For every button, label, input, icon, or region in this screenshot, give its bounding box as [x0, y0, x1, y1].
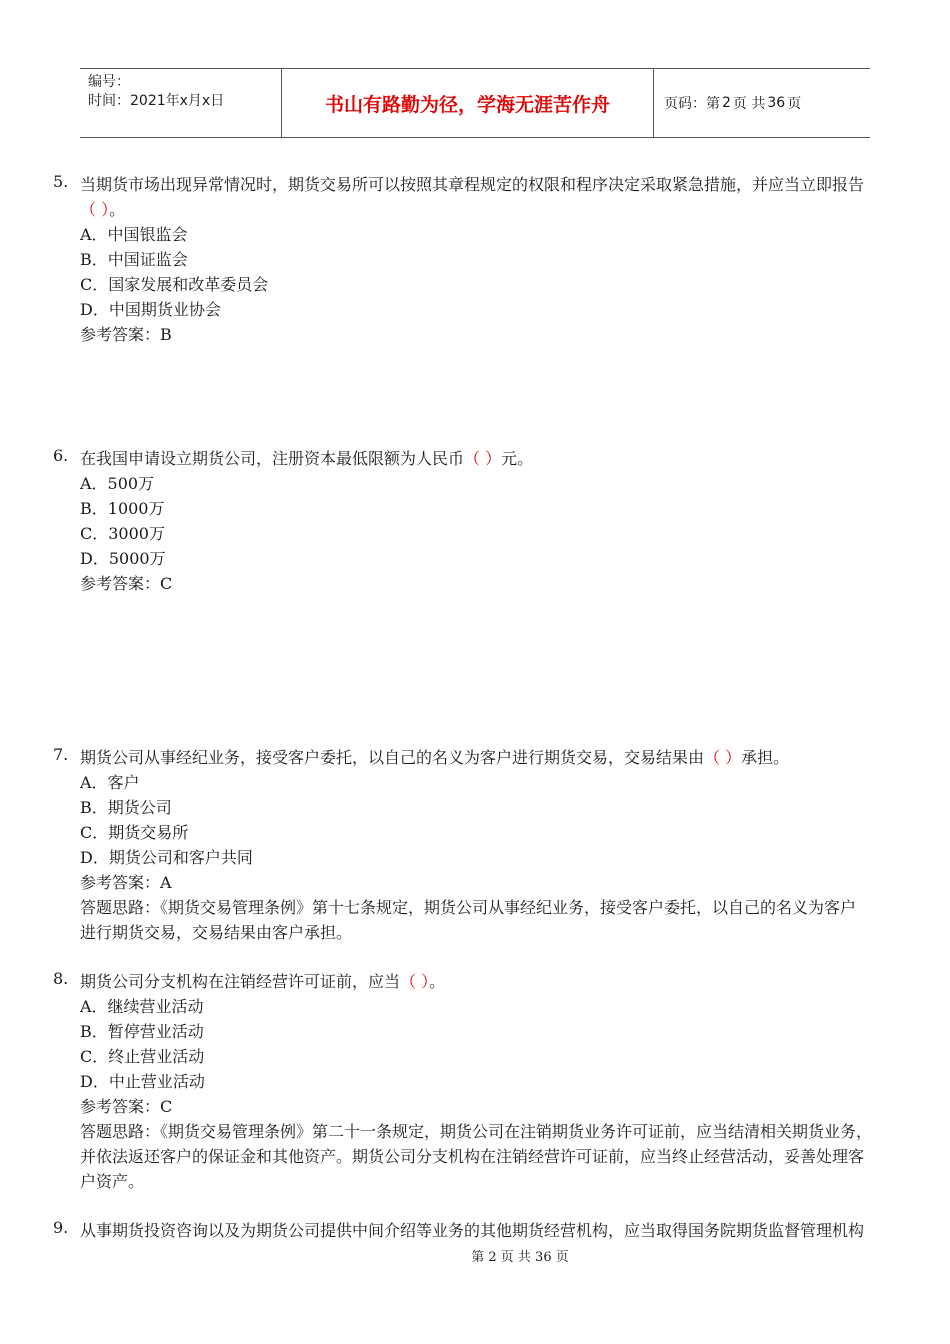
page-total: 36 — [767, 95, 786, 111]
option-c: C．期货交易所 — [80, 823, 189, 842]
option-c: C．国家发展和改革委员会 — [80, 275, 269, 294]
question-stem: 期货公司从事经纪业务，接受客户委托，以自己的名义为客户进行期货交易，交易结果由（ ）承担。 — [80, 748, 790, 767]
explanation-line: 答题思路：《期货交易管理条例》第二十一条规定，期货公司在注销期货业务许可证前，应当结清相关期货业务， — [80, 1122, 873, 1141]
serial-label: 编号： — [88, 74, 130, 90]
question-stem-cont: （ ）。 — [80, 200, 126, 219]
question-stem: 当期货市场出现异常情况时，期货交易所可以按照其章程规定的权限和程序决定采取紧急措施，并应当立即报告 — [80, 175, 865, 194]
header-meta — [80, 69, 282, 137]
question-number: 8. — [53, 969, 69, 988]
explanation-line: 户资产。 — [80, 1172, 145, 1191]
reference-answer: 参考答案：C — [80, 1097, 173, 1116]
option-b: B．1000万 — [80, 499, 165, 518]
option-c: C．3000万 — [80, 524, 165, 543]
question-number: 6. — [53, 446, 69, 465]
question-stem: 从事期货投资咨询以及为期货公司提供中间介绍等业务的其他期货经营机构，应当取得国务院期货监督管理机构 — [80, 1221, 865, 1240]
reference-answer: 参考答案：C — [80, 574, 173, 593]
option-a: A．中国银监会 — [80, 225, 188, 244]
time-label: 时间：2021年x月x日 — [88, 93, 225, 109]
document-header — [80, 68, 870, 138]
question-number: 9. — [53, 1218, 69, 1237]
option-d: D．中止营业活动 — [80, 1072, 205, 1091]
option-b: B．中国证监会 — [80, 250, 188, 269]
reference-answer: 参考答案：A — [80, 873, 172, 892]
option-a: A．500万 — [80, 474, 155, 493]
header-page-info — [654, 69, 870, 137]
explanation-line: 进行期货交易，交易结果由客户承担。 — [80, 923, 353, 942]
option-b: B．暂停营业活动 — [80, 1022, 204, 1041]
explanation-line: 答题思路：《期货交易管理条例》第十七条规定，期货公司从事经纪业务，接受客户委托，以自己的名义为客户 — [80, 898, 857, 917]
option-a: A．客户 — [80, 773, 140, 792]
question-number: 5. — [53, 172, 69, 191]
page-mid: 页 共 — [732, 96, 766, 112]
question-stem: 期货公司分支机构在注销经营许可证前，应当（ ）。 — [80, 972, 446, 991]
answer-blank: （ ） — [400, 972, 430, 991]
answer-blank: （ ） — [80, 200, 110, 219]
page-suffix: 页 — [787, 96, 802, 112]
question-stem: 在我国申请设立期货公司，注册资本最低限额为人民币（ ）元。 — [80, 449, 534, 468]
option-d: D．5000万 — [80, 549, 166, 568]
option-a: A．继续营业活动 — [80, 997, 204, 1016]
option-d: D．期货公司和客户共同 — [80, 848, 253, 867]
option-c: C．终止营业活动 — [80, 1047, 205, 1066]
answer-blank: （ ） — [464, 449, 502, 468]
header-motto: 书山有路勤为径，学海无涯苦作舟 — [282, 69, 654, 137]
page-prefix: 页码：第 — [664, 96, 720, 112]
option-d: D．中国期货业协会 — [80, 300, 221, 319]
explanation-line: 并依法返还客户的保证金和其他资产。期货公司分支机构在注销经营许可证前，应当终止经营活动，妥善处理客 — [80, 1147, 865, 1166]
page-number: 2 — [722, 95, 731, 111]
answer-blank: （ ） — [704, 748, 742, 767]
page-footer: 第 2 页 共 36 页 — [471, 1250, 569, 1265]
option-b: B．期货公司 — [80, 798, 172, 817]
reference-answer: 参考答案：B — [80, 325, 172, 344]
question-number: 7. — [53, 745, 69, 764]
